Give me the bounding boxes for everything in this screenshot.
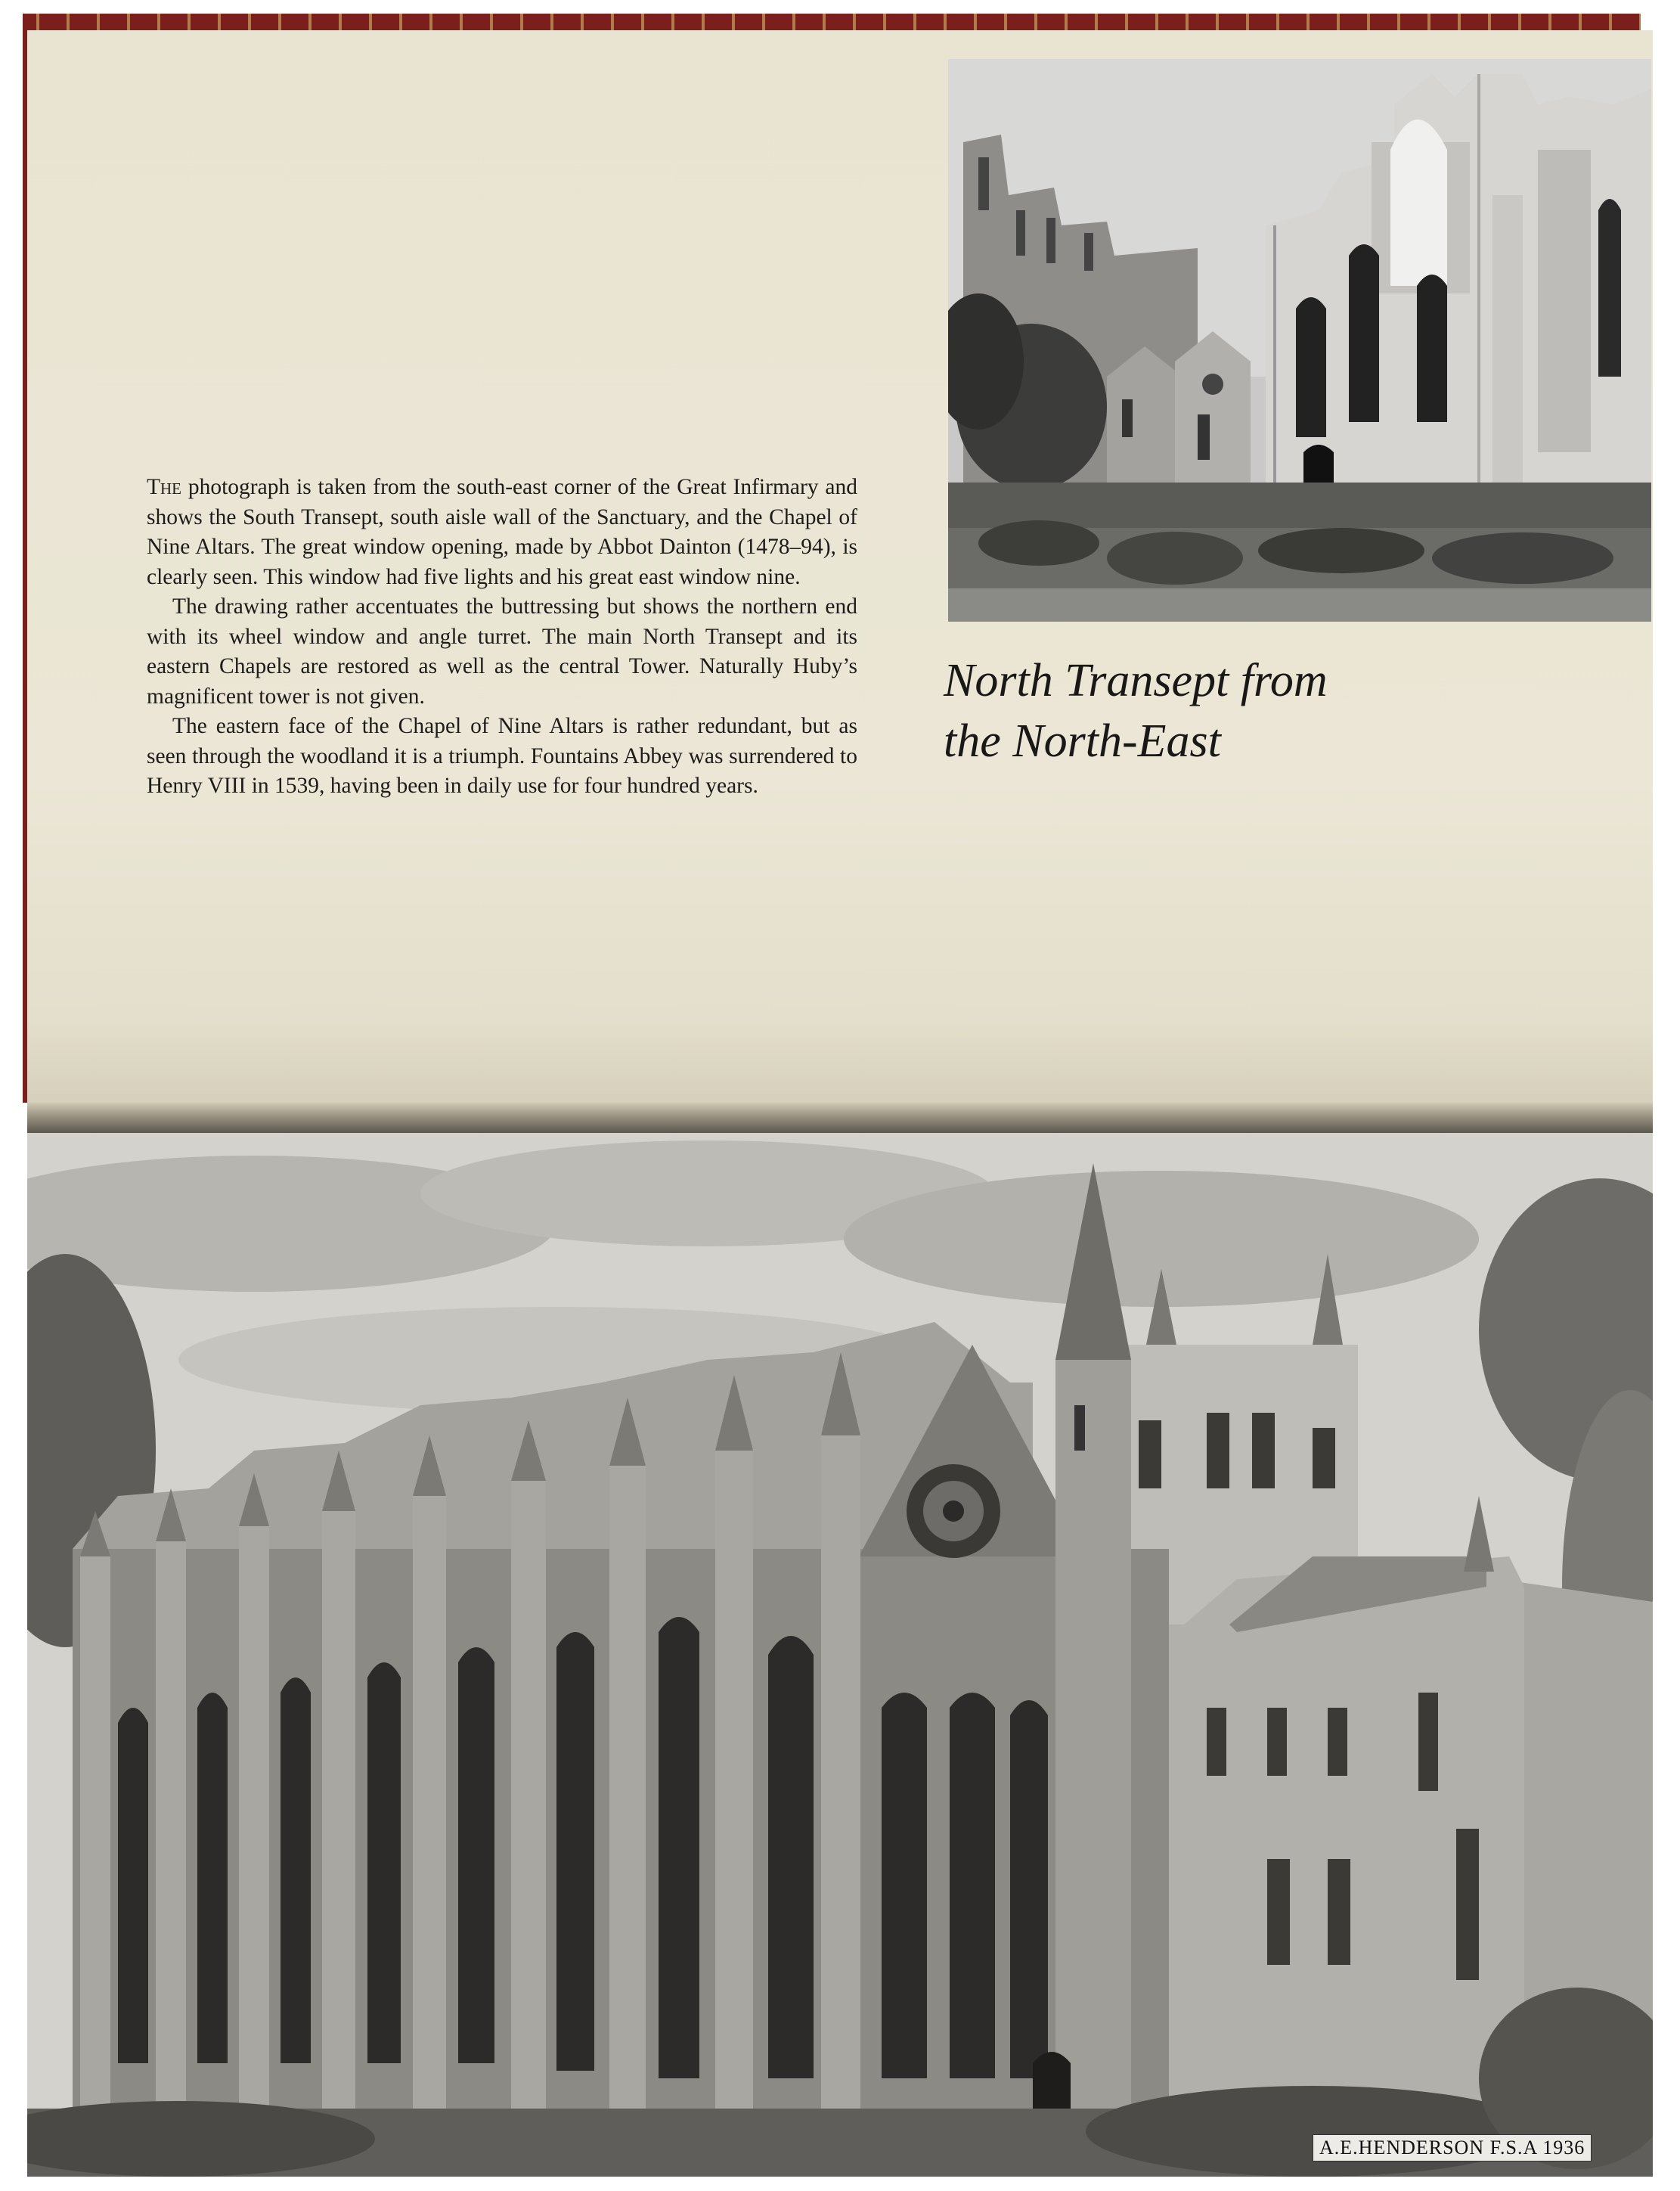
paragraph-chapel: The eastern face of the Chapel of Nine Altars is rather redundant, but as seen through the woodland it is a triumph. Fountains Abbey was surrendered to Henry VIII in 1539, having been in daily use for four hundred years. [147,714,857,798]
caption-line-1: North Transept from [944,655,1328,706]
paragraph-photograph: The photograph is taken from the south-east corner of the Great Infirmary and shows the South Transept, south aisle wall of the Sanctuary, and the Chapel of Nine Altars. The great window opening, made by Abbot Dainton (1478–94), is clearly seen. This window had five lights and his great east window nine. [147,475,857,589]
abbey-drawing [27,1133,1653,2177]
description-text [147,473,857,802]
paragraph-drawing: The drawing rather accentuates the buttressing but shows the northern end with its wheel window and angle turret. The main North Transept and its eastern Chapels are restored as well as the central Tower. Naturally Huby’s magnificent tower is not given. [147,594,857,709]
photo-caption [944,650,1624,771]
page-fold [27,1103,1653,1133]
cover-pattern-border [23,14,1641,30]
artist-signature: A.E.HENDERSON F.S.A 1936 [1313,2134,1592,2162]
small-caps-lead: The [147,475,182,499]
caption-line-2: the North-East [944,715,1221,767]
ruins-photograph [948,59,1651,622]
